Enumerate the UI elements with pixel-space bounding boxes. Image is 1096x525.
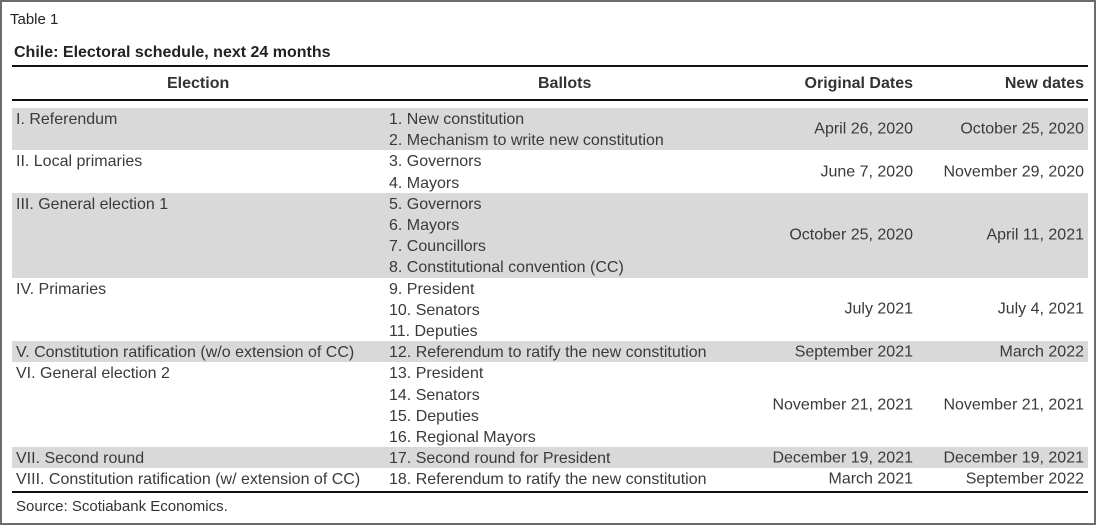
election-cell: II. Local primaries — [16, 153, 143, 171]
election-cell: V. Constitution ratification (w/o extension of CC) — [16, 344, 355, 362]
ballot-item: 2. Mechanism to write new constitution — [389, 132, 664, 150]
ballots-cell — [389, 363, 536, 448]
new-date-cell: November 21, 2021 — [943, 396, 1084, 414]
ballots-cell — [389, 469, 707, 490]
ballot-item: 9. President — [389, 280, 475, 298]
original-date-cell: April 26, 2020 — [814, 120, 913, 138]
election-cell: IV. Primaries — [16, 280, 107, 298]
original-date-cell: July 2021 — [844, 300, 913, 318]
ballot-item: 10. Senators — [389, 301, 480, 319]
header-new-dates: New dates — [1004, 75, 1084, 92]
new-date-cell: July 4, 2021 — [997, 300, 1084, 318]
table-row — [12, 150, 1088, 192]
ballots-cell — [389, 279, 480, 343]
header-election: Election — [167, 75, 230, 92]
ballot-item: 6. Mayors — [389, 216, 460, 234]
ballots-cell — [389, 109, 664, 151]
ballots-cell — [389, 342, 707, 363]
table-row — [12, 278, 1088, 342]
ballot-item: 13. President — [389, 365, 484, 383]
table-header — [12, 68, 1088, 99]
table-label: Table 1 — [10, 11, 59, 28]
election-cell: III. General election 1 — [16, 195, 169, 213]
election-cell: VIII. Constitution ratification (w/ extension of CC) — [16, 471, 361, 489]
original-date-cell: March 2021 — [828, 470, 913, 488]
election-cell: I. Referendum — [16, 111, 118, 128]
ballot-item: 11. Deputies — [389, 322, 478, 340]
source-note: Source: Scotiabank Economics. — [16, 498, 228, 515]
new-date-cell: September 2022 — [965, 470, 1084, 488]
original-date-cell: November 21, 2021 — [772, 396, 913, 414]
ballot-item: 5. Governors — [389, 195, 482, 213]
ballot-item: 3. Governors — [389, 153, 482, 171]
ballots-cell — [389, 194, 624, 279]
table-row — [12, 362, 1088, 447]
new-date-cell: March 2022 — [999, 343, 1084, 361]
header-original-dates: Original Dates — [804, 75, 913, 92]
table-row — [12, 447, 1088, 468]
table-title: Chile: Electoral schedule, next 24 months — [14, 44, 331, 61]
ballot-item: 17. Second round for President — [389, 450, 611, 468]
ballot-item: 16. Regional Mayors — [389, 428, 536, 446]
table-row — [12, 108, 1088, 150]
header-ballots: Ballots — [538, 75, 592, 92]
table-row — [12, 193, 1088, 278]
ballot-item: 1. New constitution — [389, 111, 525, 128]
ballot-item: 8. Constitutional convention (CC) — [389, 259, 624, 277]
top-rule — [12, 65, 1088, 67]
ballot-item: 12. Referendum to ratify the new constitution — [389, 344, 707, 362]
new-date-cell: October 25, 2020 — [960, 120, 1084, 138]
new-date-cell: April 11, 2021 — [986, 226, 1084, 244]
original-date-cell: September 2021 — [794, 343, 913, 361]
ballots-cell — [389, 151, 481, 193]
original-date-cell: December 19, 2021 — [772, 449, 913, 467]
table-row — [12, 341, 1088, 362]
ballots-cell — [389, 448, 610, 469]
original-date-cell: June 7, 2020 — [820, 163, 913, 181]
table-row — [12, 468, 1088, 489]
election-cell: VI. General election 2 — [16, 365, 170, 383]
original-date-cell: October 25, 2020 — [789, 226, 913, 244]
ballot-item: 18. Referendum to ratify the new constitution — [389, 471, 707, 489]
election-cell: VII. Second round — [16, 450, 145, 468]
ballot-item: 4. Mayors — [389, 174, 460, 192]
header-rule — [12, 99, 1088, 101]
new-date-cell: December 19, 2021 — [943, 449, 1084, 467]
new-date-cell: November 29, 2020 — [943, 163, 1084, 181]
ballot-item: 15. Deputies — [389, 407, 479, 425]
ballot-item: 14. Senators — [389, 386, 480, 404]
ballot-item: 7. Councillors — [389, 238, 486, 256]
bottom-rule — [12, 491, 1088, 493]
